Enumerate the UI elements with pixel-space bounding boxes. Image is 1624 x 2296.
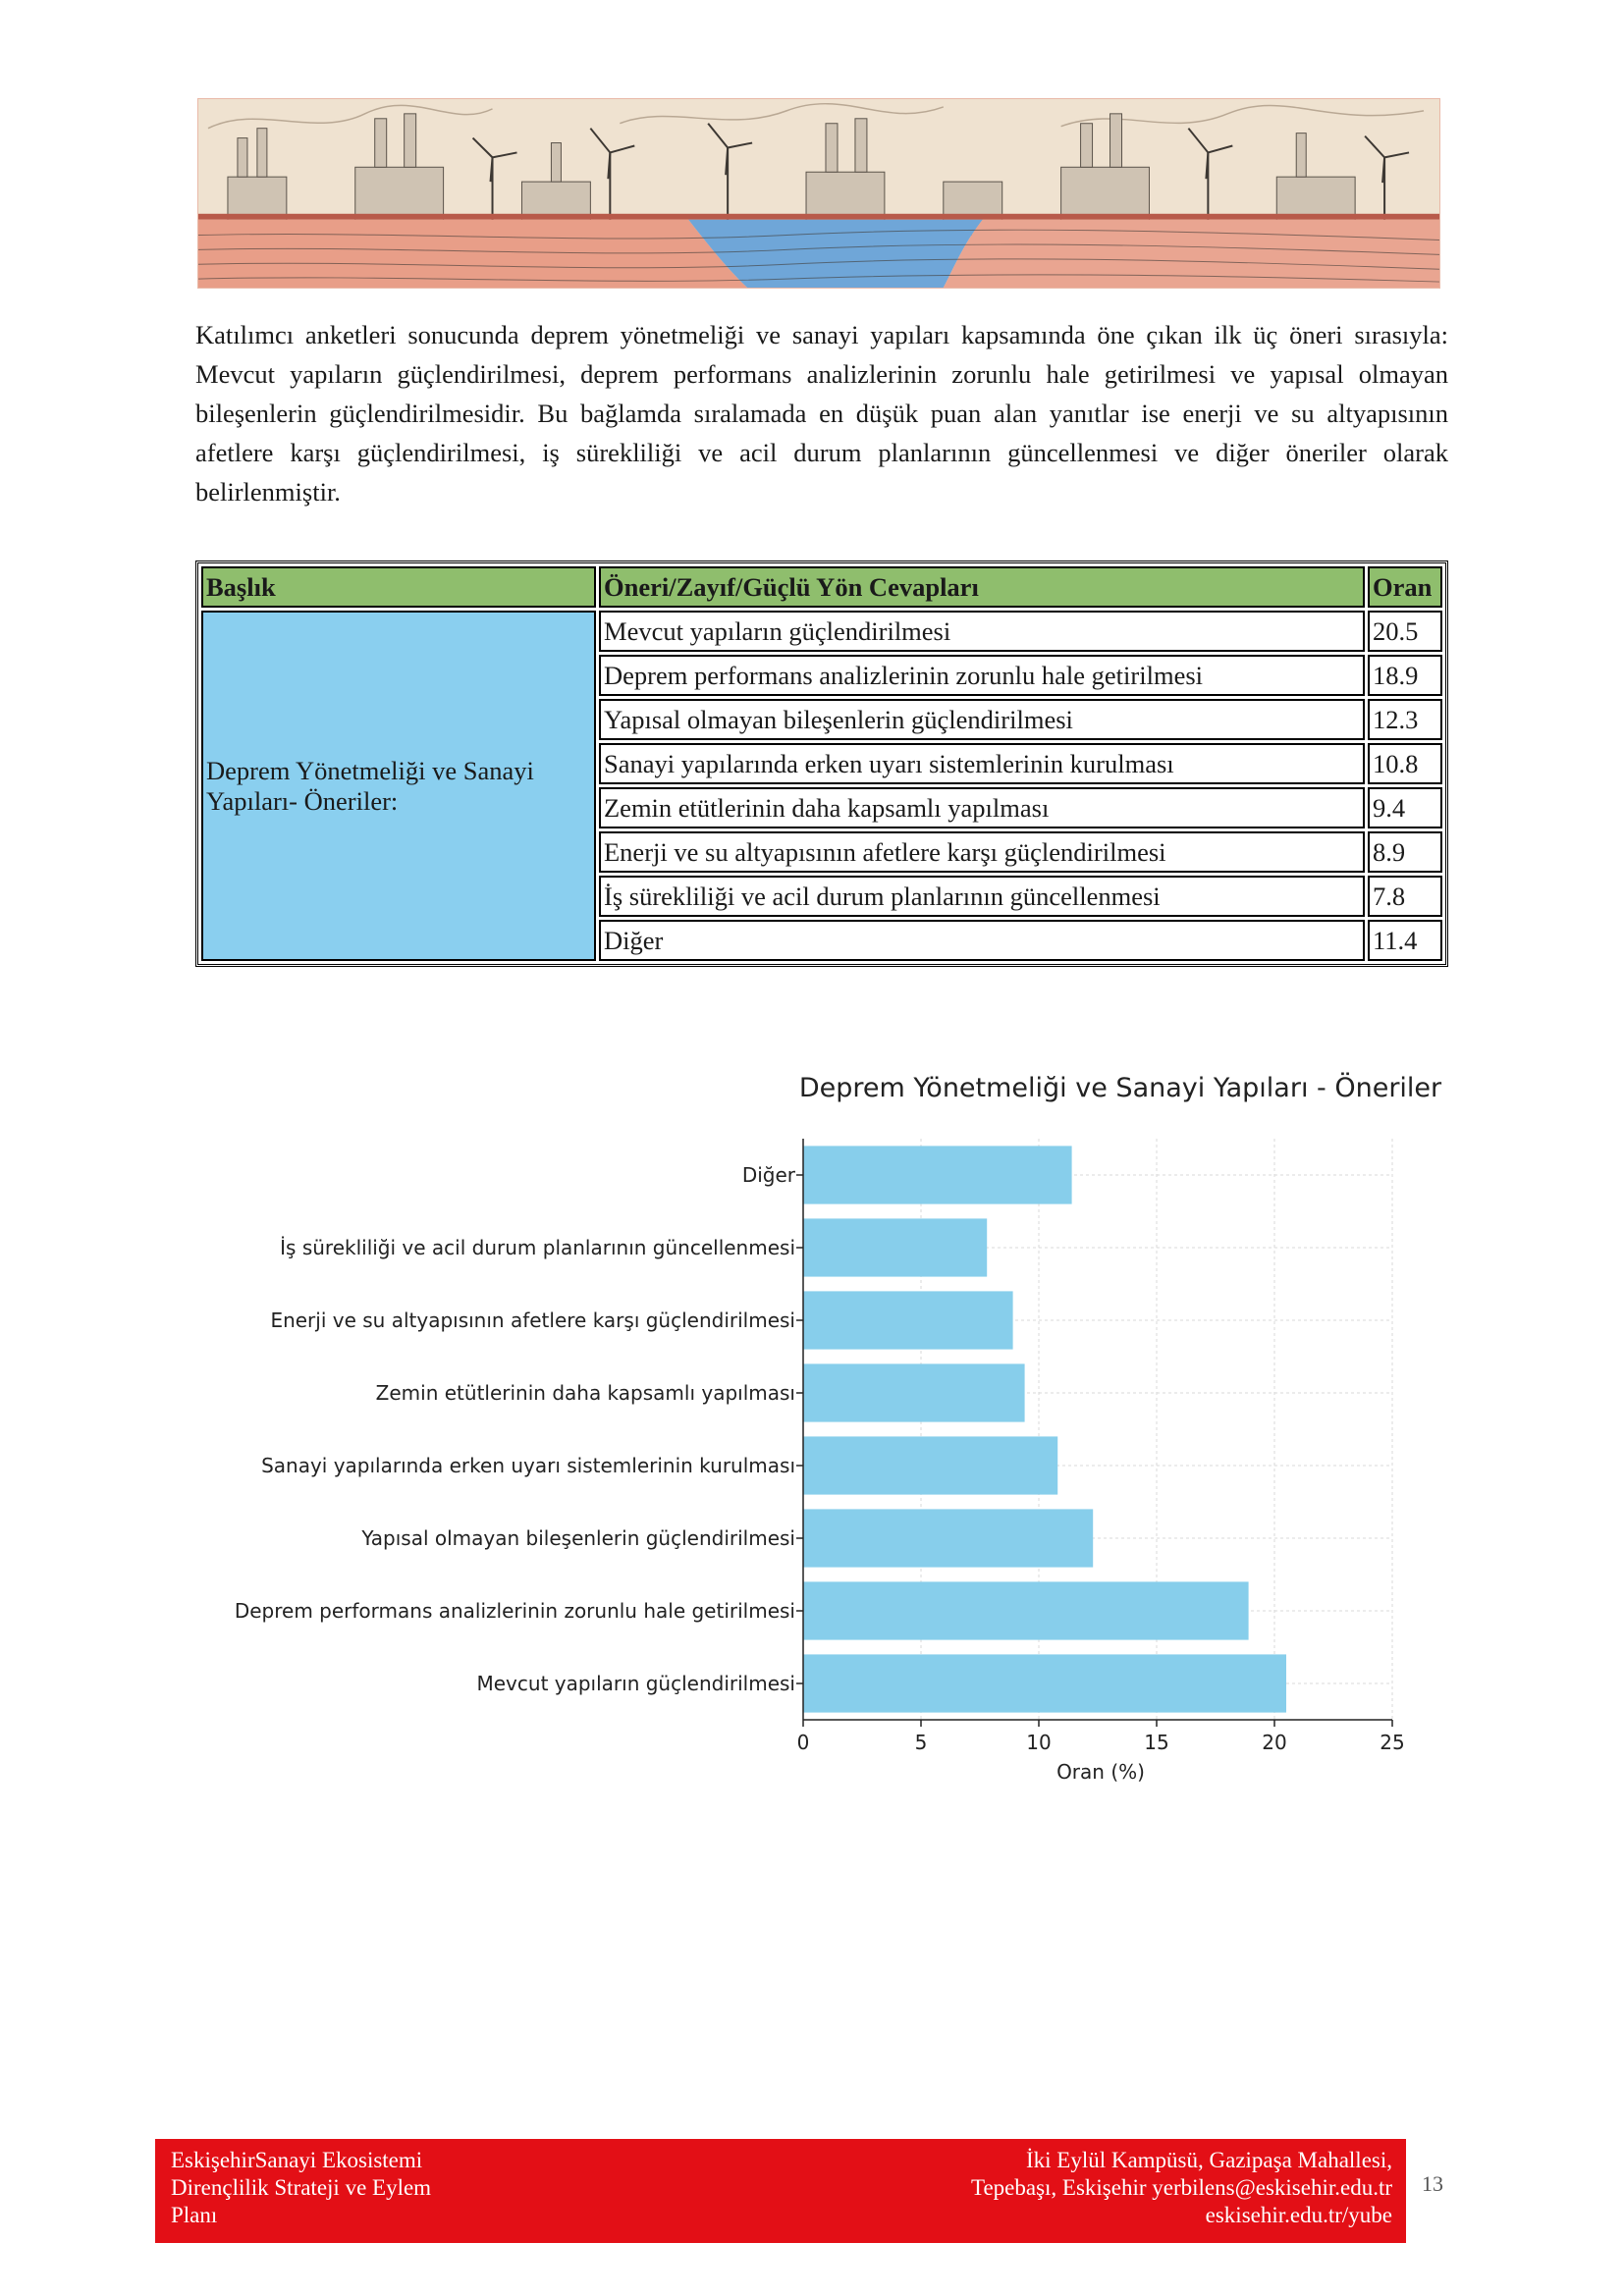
footer-website-link[interactable]: eskisehir.edu.tr/yube bbox=[1205, 2203, 1392, 2227]
footer-left-line: Planı bbox=[171, 2203, 218, 2227]
table-header-row bbox=[201, 566, 1442, 608]
group-label-cell: Deprem Yönetmeliği ve Sanayi Yapıları- Öneriler: bbox=[201, 611, 596, 961]
recommendations-table bbox=[195, 561, 1448, 967]
rate-cell: 8.9 bbox=[1368, 831, 1442, 873]
answer-cell: Yapısal olmayan bileşenlerin güçlendirilmesi bbox=[599, 699, 1365, 740]
chart-bar bbox=[803, 1146, 1072, 1203]
header-banner-image bbox=[197, 98, 1440, 289]
header-baslik: Başlık bbox=[201, 566, 596, 608]
y-tick-label: Diğer bbox=[741, 1163, 795, 1187]
chart-bar bbox=[803, 1581, 1249, 1639]
x-tick-label: 10 bbox=[1026, 1731, 1052, 1754]
footer-left-block bbox=[171, 2147, 431, 2229]
answer-cell: Zemin etütlerinin daha kapsamlı yapılması bbox=[599, 787, 1365, 828]
rate-cell: 9.4 bbox=[1368, 787, 1442, 828]
answer-cell: Deprem performans analizlerinin zorunlu hale getirilmesi bbox=[599, 655, 1365, 696]
y-tick-label: Enerji ve su altyapısının afetlere karşı güçlendirilmesi bbox=[270, 1308, 795, 1332]
y-tick-label: Deprem performans analizlerinin zorunlu hale getirilmesi bbox=[234, 1599, 795, 1623]
rate-cell: 12.3 bbox=[1368, 699, 1442, 740]
chart-bar bbox=[803, 1363, 1025, 1421]
chart-bars bbox=[803, 1146, 1286, 1712]
footer-left-line: EskişehirSanayi Ekosistemi bbox=[171, 2148, 423, 2172]
page-number: 13 bbox=[1422, 2171, 1443, 2196]
x-tick-label: 0 bbox=[796, 1731, 810, 1754]
table-row bbox=[201, 611, 1442, 652]
header-oran: Oran bbox=[1368, 566, 1442, 608]
x-tick-label: 15 bbox=[1144, 1731, 1169, 1754]
chart-x-axis-label: Oran (%) bbox=[1056, 1760, 1145, 1784]
chart-bar bbox=[803, 1509, 1093, 1567]
answer-cell: Diğer bbox=[599, 920, 1365, 961]
footer-right-block bbox=[971, 2147, 1392, 2229]
industrial-landscape-illustration bbox=[198, 99, 1439, 288]
footer-contact-line: Tepebaşı, Eskişehir yerbilens@eskisehir.edu.tr bbox=[971, 2175, 1392, 2200]
page-footer bbox=[155, 2139, 1406, 2243]
footer-address-line: İki Eylül Kampüsü, Gazipaşa Mahallesi, bbox=[1025, 2148, 1392, 2172]
y-tick-label: İş sürekliliği ve acil durum planlarının güncellenmesi bbox=[280, 1236, 795, 1259]
rate-cell: 20.5 bbox=[1368, 611, 1442, 652]
chart-title: Deprem Yönetmeliği ve Sanayi Yapıları - Öneriler bbox=[798, 1073, 1442, 1103]
chart-bar bbox=[803, 1436, 1057, 1494]
bar-chart bbox=[187, 1060, 1453, 1787]
y-tick-label: Sanayi yapılarında erken uyarı sistemlerinin kurulması bbox=[261, 1454, 795, 1477]
y-tick-label: Zemin etütlerinin daha kapsamlı yapılması bbox=[375, 1381, 795, 1405]
y-tick-label: Mevcut yapıların güçlendirilmesi bbox=[476, 1672, 795, 1695]
bar-chart-svg bbox=[187, 1060, 1453, 1787]
chart-bar bbox=[803, 1218, 987, 1276]
y-tick-label: Yapısal olmayan bileşenlerin güçlendirilmesi bbox=[361, 1526, 795, 1550]
chart-bar bbox=[803, 1291, 1013, 1349]
answer-cell: Enerji ve su altyapısının afetlere karşı güçlendirilmesi bbox=[599, 831, 1365, 873]
header-cevaplar: Öneri/Zayıf/Güçlü Yön Cevapları bbox=[599, 566, 1365, 608]
rate-cell: 10.8 bbox=[1368, 743, 1442, 784]
x-tick-label: 25 bbox=[1380, 1731, 1405, 1754]
rate-cell: 7.8 bbox=[1368, 876, 1442, 917]
answer-cell: İş sürekliliği ve acil durum planlarının güncellenmesi bbox=[599, 876, 1365, 917]
x-tick-label: 5 bbox=[914, 1731, 928, 1754]
chart-bar bbox=[803, 1654, 1286, 1712]
x-tick-label: 20 bbox=[1262, 1731, 1287, 1754]
table-body bbox=[201, 611, 1442, 961]
intro-paragraph: Katılımcı anketleri sonucunda deprem yönetmeliği ve sanayi yapıları kapsamında öne çıkan ilk üç öneri sırasıyla: Mevcut yapıların güçlendirilmesi, deprem performans analizlerinin zorunlu hale getirilmesi ve yapısal olmayan bileşenlerin güçlendirilmesidir. Bu bağlamda sıralamada en düşük puan alan yanıtlar ise enerji ve su altyapısının afetlere karşı güçlendirilmesi, iş sürekliliği ve acil durum planlarının güncellenmesi ve diğer öneriler olarak belirlenmiştir. bbox=[195, 320, 1448, 507]
rate-cell: 11.4 bbox=[1368, 920, 1442, 961]
answer-cell: Sanayi yapılarında erken uyarı sistemlerinin kurulması bbox=[599, 743, 1365, 784]
answer-cell: Mevcut yapıların güçlendirilmesi bbox=[599, 611, 1365, 652]
rate-cell: 18.9 bbox=[1368, 655, 1442, 696]
footer-left-line: Dirençlilik Strateji ve Eylem bbox=[171, 2175, 432, 2200]
